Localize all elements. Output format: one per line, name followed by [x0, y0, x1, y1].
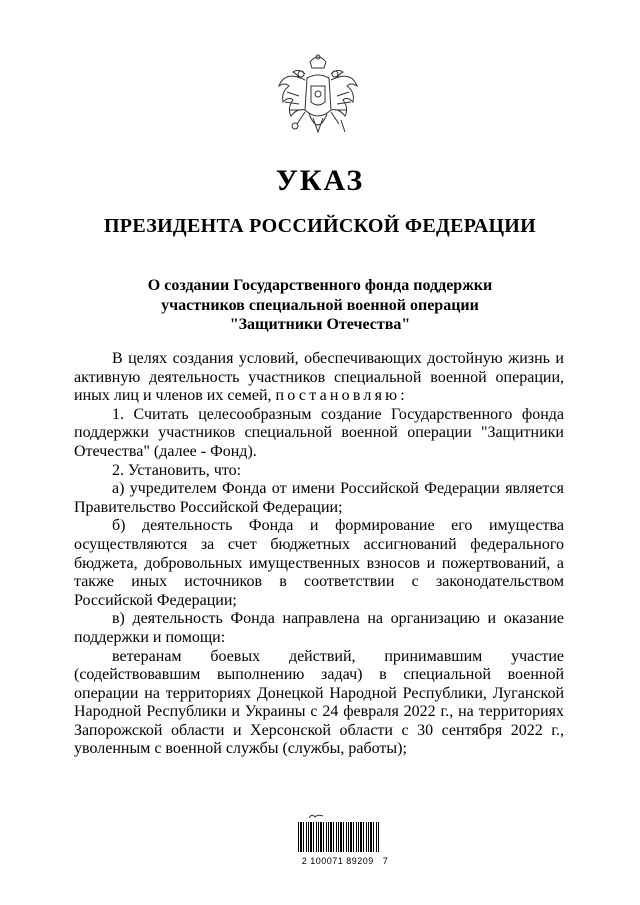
postanovlyayu-word: постановляю:	[275, 387, 408, 405]
subject-line: "Защитники Отечества"	[229, 316, 411, 333]
subject-line: участников специальной военной операции	[161, 296, 479, 314]
subject-line: О создании Государственного фонда поддержки	[147, 277, 493, 294]
paragraph-item-1: 1. Считать целесообразным создание Государственного фонда поддержки участников специальной военной операции "Защитники Отечества" (далее - Фонд).	[74, 405, 564, 460]
stamp-mark-icon	[308, 812, 324, 820]
paragraph-item-2b: б) деятельность Фонда и формирование его имущества осуществляются за счет бюджетных ассигнований федерального бюджета, добровольных имущественных взносов и пожертвований, а также иных источников в соответствии с законодательством Российской Федерации;	[74, 517, 564, 609]
document-title: УКАЗ	[275, 164, 365, 197]
document-body	[74, 350, 564, 759]
paragraph-item-2: 2. Установить, что:	[112, 461, 242, 479]
paragraph-item-2v: в) деятельность Фонда направлена на организацию и оказание поддержки и помощи:	[74, 610, 564, 646]
coat-of-arms-icon	[275, 52, 361, 142]
paragraph-item-2a: а) учредителем Фонда от имени Российской Федерации является Правительство Российской Федерации;	[74, 480, 564, 516]
barcode-bars	[298, 822, 380, 852]
barcode-number: 2 100071 89209 7	[301, 856, 389, 866]
paragraph-preamble	[74, 350, 564, 406]
document-subject	[0, 276, 640, 335]
barcode-icon	[298, 822, 380, 854]
paragraph-veterans: ветеранам боевых действий, принимавшим участие (содействовавшим выполнению задач) в специальной военной операции на территориях Донецкой Народной Республики, Луганской Народной Республики и Украины с 24 февраля 2022 г., на территориях Запорожской области и Херсонской области с 30 сентября 2022 г., уволенным с военной службы (службы, работы);	[74, 647, 564, 758]
preamble-text: В целях создания условий, обеспечивающих достойную жизнь и активную деятельность участников специальной военной операции, иных лиц и членов их семей,	[74, 350, 564, 405]
document-issuer: ПРЕЗИДЕНТА РОССИЙСКОЙ ФЕДЕРАЦИИ	[103, 215, 537, 237]
